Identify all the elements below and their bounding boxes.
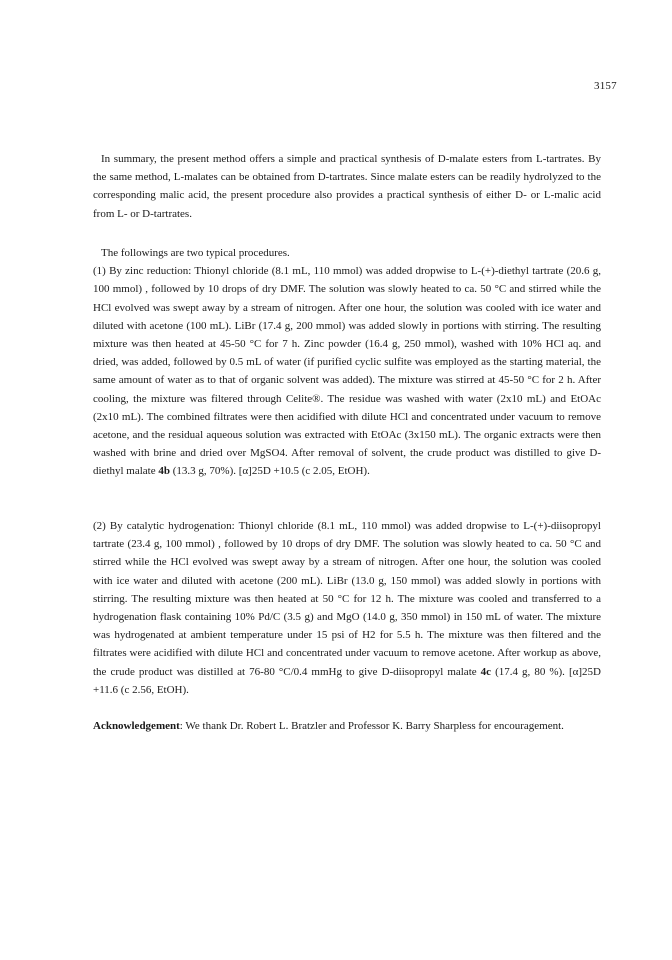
acknowledgement-label: Acknowledgement [93,720,180,732]
procedure-2-section [93,517,601,699]
summary-text: In summary, the present method offers a simple and practical synthesis of D-malate esters from L-tartrates. By the same method, L-malates can be obtained from D-tartrates. Since malate esters can be readily hydrolyzed to the corresponding malic acid, the present procedure also provides a practical synthesis of either D- or L-malic acid from L- or D-tartrates. [93,153,601,220]
procedure-2-paragraph [93,517,601,699]
procedure-1-paragraph [93,262,601,480]
compound-4c-label: 4c [480,665,492,678]
procedures-intro: The followings are two typical procedures. [101,247,290,259]
acknowledgement-paragraph [93,717,601,735]
acknowledgement-text: : We thank Dr. Robert L. Bratzler and Professor K. Barry Sharpless for encouragement. [179,720,564,732]
summary-paragraph [93,150,601,223]
procedure-2-text: (2) By catalytic hydrogenation: Thionyl chloride (8.1 mL, 110 mmol) was added dropwise to L-(+)-diisopropyl tartrate (23.4 g, 100 mmol) , followed by 10 drops of dry DMF. The solution was slowly heated to ca. 50 °C and stirred while the HCl evolved was swept away by a stream of nitrogen. After one hour, the solution was cooled with ice water and diluted with acetone (200 mL). LiBr (13.0 g, 150 mmol) was added slowly in portions with stirring. The resulting mixture was then heated at 50 °C for 12 h. The mixture was cooled and transferred to a hydrogenation flask containing 10% Pd/C (3.5 g) and MgO (14.0 g, 350 mmol) in 150 mL of water. The mixture was hydrogenated at ambient temperature under 15 psi of H2 for 5.5 h. The mixture was then filtered and the filtrates were acidified with dilute HCl and concentrated under vacuum to remove acetone. After workup as above, the crude product was distilled at 76-80 °C/0.4 mmHg to give D-diisopropyl malate [93,520,601,678]
compound-4b-label: 4b [158,465,170,478]
procedure-2-result: (17.4 g, 80 %). [α]25D +11.6 (c 2.56, EtOH). [93,665,601,696]
acknowledgement [93,717,601,735]
procedure-1-result: (13.3 g, 70%). [α]25D +10.5 (c 2.05, EtOH). [170,465,370,478]
page-number: 3157 [594,80,617,92]
procedure-1-text: (1) By zinc reduction: Thionyl chloride (8.1 mL, 110 mmol) was added dropwise to L-(+)-diethyl tartrate (20.6 g, 100 mmol) , followed by 10 drops of dry DMF. The solution was slowly heated to ca. 50 °C and stirred while the HCl evolved was swept away by a stream of nitrogen. After one hour, the solution was cooled with ice water and diluted with acetone (100 mL). LiBr (17.4 g, 200 mmol) was added slowly in portions with stirring. The resulting mixture was then heated at 45-50 °C for 7 h. Zinc powder (16.4 g, 250 mmol), washed with 10% HCl aq. and dried, was added, followed by 0.5 mL of water (if purified cyclic sulfite was employed as the starting material, the same amount of water as to that of organic solvent was added). The mixture was stirred at 45-50 °C for 2 h. After cooling, the mixture was filtered through Celite®. The residue was washed with water (2x10 mL) and EtOAc (2x10 mL). The combined filtrates were then acidified with dilute HCl and concentrated under vacuum to remove acetone, and the residual aqueous solution was extracted with EtOAc (3x150 mL). The organic extracts were then washed with brine and dried over MgSO4. After removal of solvent, the crude product was distilled to give D-diethyl malate [93,265,601,478]
procedures-section [93,244,601,481]
